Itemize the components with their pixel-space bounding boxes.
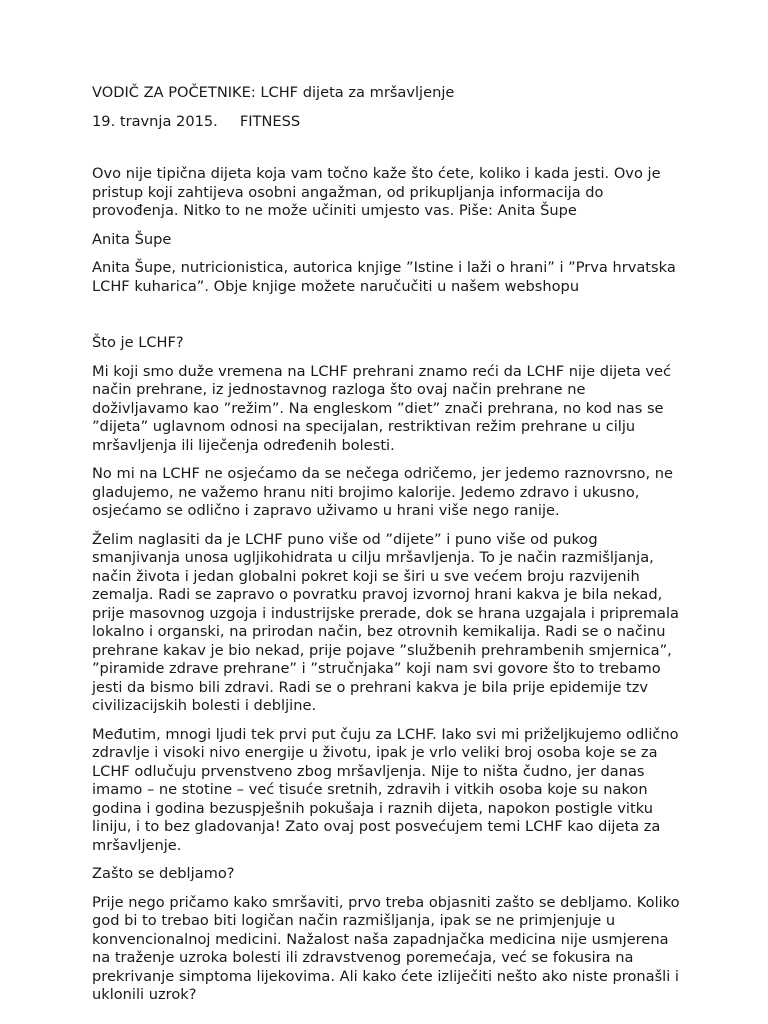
intro-paragraph: Ovo nije tipična dijeta koja vam točno kaže što ćete, koliko i kada jesti. Ovo je pristup koji zahtijeva osobni angažman, od prikupljanja informacija do provođenja. Nitko to ne može učiniti umjesto vas. Piše: Anita Šupe	[92, 165, 661, 219]
body-paragraph-2: No mi na LCHF ne osjećamo da se nečega odričemo, jer jedemo raznovrsno, ne gladujemo, ne važemo hranu niti brojimo kalorije. Jedemo zdravo i ukusno, osjećamo se odlično i zapravo uživamo u hrani više nego ranije.	[92, 465, 673, 519]
section-heading-what-is-lchf: Što je LCHF?	[92, 334, 184, 351]
document-title: VODIČ ZA POČETNIKE: LCHF dijeta za mršavljenje	[92, 84, 455, 101]
document-meta	[92, 113, 682, 132]
body-paragraph-3: Želim naglasiti da je LCHF puno više od ”dijete” i puno više od pukog smanjivanja unosa ugljikohidrata u cilju mršavljenja. To je način razmišljanja, način života i jedan globalni pokret koji se širi u sve većem broju razvijenih zemalja. Radi se zapravo o povratku pravoj izvornoj hrani kakva je bila nekad, prije masovnog uzgoja i industrijske prerade, dok se hrana uzgajala i pripremala lokalno i organski, na prirodan način, bez otrovnih kemikalija. Radi se o načinu prehrane kakav je bio nekad, prije pojave ”službenih prehrambenih smjernica”, ”piramide zdrave prehrane” i ”stručnjaka” koji nam svi govore što to trebamo jesti da bismo bili zdravi. Radi se o prehrani kakva je bila prije epidemije tzv civilizacijskih bolesti i debljine.	[92, 530, 679, 714]
body-paragraph-5: Prije nego pričamo kako smršaviti, prvo treba objasniti zašto se debljamo. Koliko god bi to trebao biti logičan način razmišljanja, ipak se ne primjenjuje u konvencionalnoj medicini. Nažalost naša zapadnjačka medicina nije usmjerena na traženje uzroka bolesti ili zdravstvenog poremećaja, već se fokusira na prekrivanje simptoma lijekovima. Ali kako ćete izliječiti nešto ako niste pronašli i uklonili uzrok?	[92, 893, 680, 1003]
body-paragraph-1: Mi koji smo duže vremena na LCHF prehrani znamo reći da LCHF nije dijeta već način prehrane, iz jednostavnog razloga što ovaj način prehrane ne doživljavamo kao ”režim”. Na engleskom ”diet” znači prehrana, no kod nas se ”dijeta” uglavnom odnosi na specijalan, restriktivan režim prehrane u cilju mršavljenja ili liječenja određenih bolesti.	[92, 362, 672, 454]
section-heading-why-gain-weight: Zašto se debljamo?	[92, 865, 235, 882]
author-bio: Anita Šupe, nutricionistica, autorica knjige ”Istine i laži o hrani” i ”Prva hrvatska LCHF kuharica”. Obje knjige možete naručučiti u našem webshopu	[92, 259, 676, 295]
document-page	[92, 84, 682, 1015]
body-paragraph-4: Međutim, mnogi ljudi tek prvi put čuju za LCHF. Iako svi mi priželjkujemo odlično zdravlje i visoki nivo energije u životu, ipak je vrlo veliki broj osoba koje se za LCHF odlučuju prvenstveno zbog mršavljenja. Nije to ništa čudno, jer danas imamo – ne stotine – već tisuće sretnih, zdravih i vitkih osoba koje su nakon godina i godina bezuspješnih pokušaja i raznih dijeta, napokon postigle vitku liniju, i to bez gladovanja! Zato ovaj post posvećujem temi LCHF kao dijeta za mršavljenje.	[92, 725, 679, 854]
publish-date: 19. travnja 2015.	[92, 112, 218, 130]
author-name: Anita Šupe	[92, 230, 172, 248]
category-label: FITNESS	[239, 112, 301, 130]
